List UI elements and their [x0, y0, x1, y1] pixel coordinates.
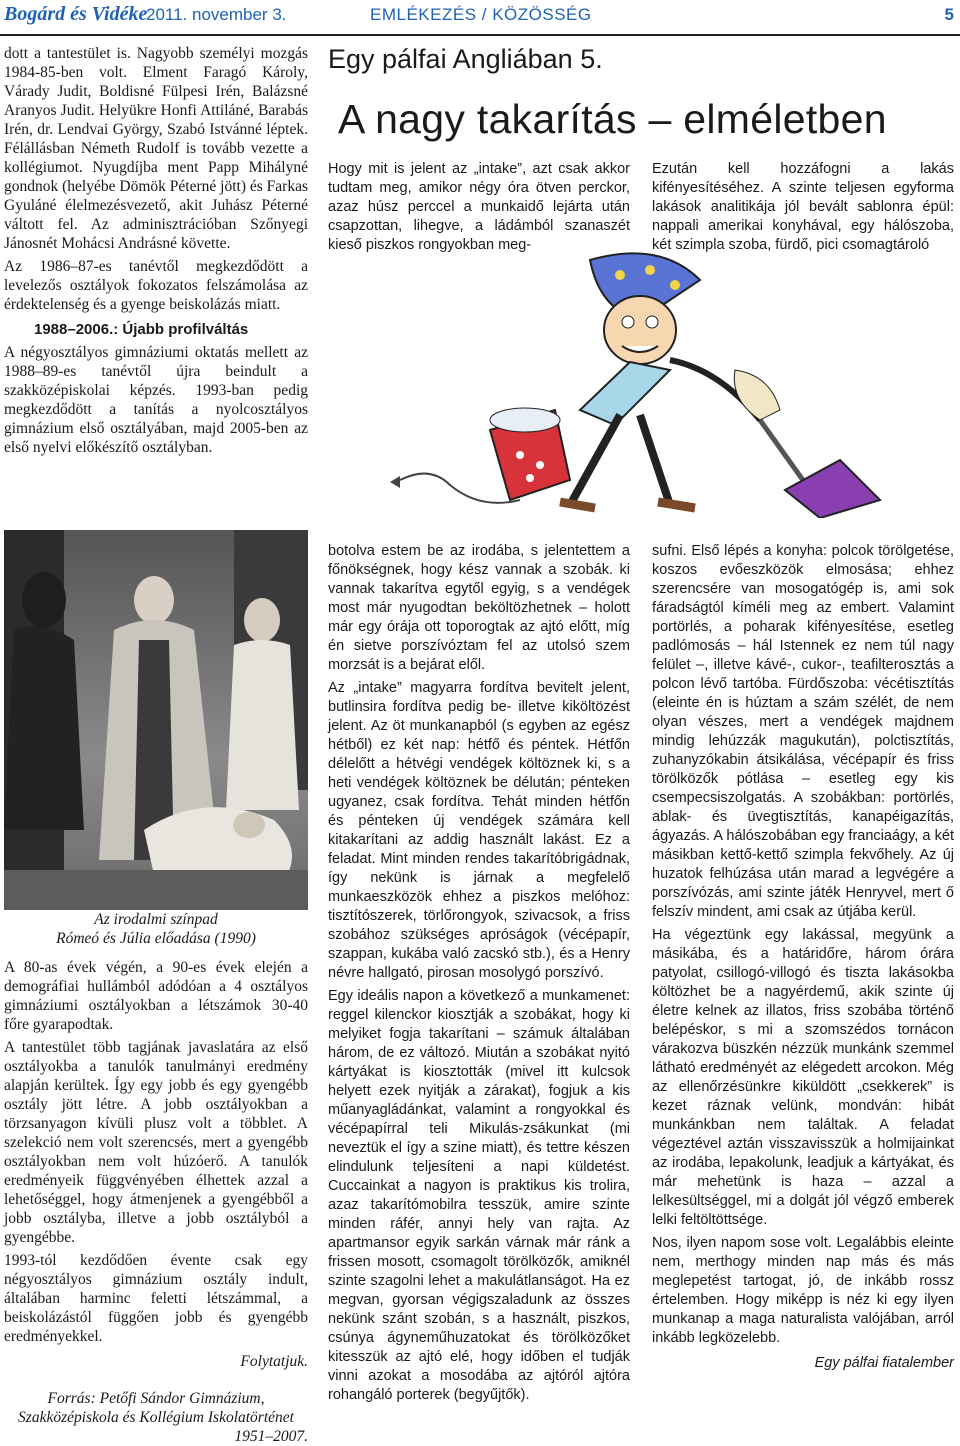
paragraph: botolva estem be az irodába, s jelentettem a főnökségnek, hogy kész vannak a szobák. ki vannak takarítva egytől egyig, s a vendégek most már nyugodtan beköltözhetnek – holott már egy órája ott toporogtak az ajtó előtt, míg én sietve porszívóztam fel az utolsó szem morzsát is a bejárat elől. [328, 543, 630, 673]
page-number: 5 [944, 5, 954, 24]
paragraph: 1993-tól kezdődően évente csak egy négyosztályos gimnázium osztály indult, általában harminc feletti létszámmal, a beiskolázástól függően jobb és gyengébb eredményekkel. [4, 1252, 308, 1345]
author-signoff: Egy pálfai fiatalember [814, 1355, 954, 1371]
issue-date: 2011. november 3. [146, 5, 287, 24]
article-column-3 [652, 542, 954, 1373]
paragraph: A 80-as évek végén, a 90-es évek elején a demográfiai hullámból adódóan a 4 osztályos gimnáziumi osztályokban a létszámok 30-40 főre gyarapodtak. [4, 959, 308, 1033]
article-intro-col2 [328, 160, 630, 259]
article-intro-col3 [652, 160, 954, 259]
paragraph: A tantestület több tagjának javaslatára az első osztályokba a tanulók tanulmányi eredmény alapján kerültek. Így egy jobb és egy gyengébb osztály jött létre. A jobb osztályokban a törzsanyagon kívüli plusz volt a többlet. A szelekció nem volt szerencsés, mert a gyengébb osztályokban nem volt húzóerő. A tanulók eredményeik függvényében élhettek azzal a lehetőséggel, hogy átmenjenek a gyengébből a jobb osztályba, illetve a jobb osztályból a gyengébbe. [4, 1039, 308, 1246]
caption-line: Az irodalmi színpad [94, 911, 218, 928]
paragraph: dott a tantestület is. Nagyobb személyi mozgás 1984-85-ben volt. Elment Faragó Károly, Várady Judit, Boldisné Fülpesi Irén, Balázsné Aranyos Judit. Helyükre Honfi Attiláné, Barabás Irén, dr. Lendvai György, Szabó Istvánné léptek. Félállásban Németh Rudolf is tovább vezette a kollégiumot. Nyugdíjba ment Papp Mihályné gondnok (helyébe Dömök Péterné jött) és Farkas Gyuláné élelmezésvezető, akit Juhász Péterné váltott fel. Az adminisztrációban Szőnyegi Jánosnét Mohácsi Andrásné követte. [4, 45, 308, 252]
theatre-photo [4, 530, 308, 910]
page-header [0, 0, 960, 36]
article-kicker: Egy pálfai Angliában 5. [328, 44, 603, 74]
to-be-continued: Folytatjuk. [240, 1353, 308, 1370]
paragraph: sufni. Első lépés a konyha: polcok törölgetése, koszos evőeszközök elmosása; ehhez szerencsére van mosogatógép is, ami sok fáradságtól kíméli meg az embert. Valamint portörlés, a poharak kifényesítése, esetleg padlómosás – hál Istennek ez nem túl nagy felület –, illetve kávé-, cukor-, teafilterosztás a polcon lévő tartóba. Fürdőszoba: vécétisztítás (eleinte én is húztam a szám szélét, de nem olyan vészes, mert a vendégek majdnem mindig lehúzzák magukután), polctisztítás, zuhanyzókabin átsikálása, vécépapír és friss törölközők pótlása – esetleg egy kis csempecsiszolgatás. A szobákban: portörlés, ablak- és üvegtisztítás, kanapéigazítás, ágyazás. A hálószobában egy franciaágy, a két másikban kettő-kettő szimpla fekvőhely. Az új huzatok felhúzása után marad a legvégére a porszívózás, ami szinte játék Henryvel, mert ő felszív mindent, ami csak az útjába kerül. [652, 543, 954, 920]
subheading: 1988–2006.: Újabb profilváltás [34, 321, 249, 338]
source-text: Forrás: Petőfi Sándor Gimnázium, Szakközépiskola és Kollégium Iskolatörténet [18, 1390, 294, 1426]
left-column-bottom [4, 958, 308, 1446]
cleaning-cartoon [340, 250, 952, 518]
source-years: 1951–2007. [234, 1428, 308, 1445]
paragraph: Egy ideális napon a következő a munkamenet: reggel kilenckor kiosztják a szobákat, hogy ki melyiket fogja takarítani – számuk általában három, de ez változó. Miután a szobákat nyitó kártyákat is kiosztották (mivel itt kulcsok helyett ezek nyitják a zárakat), fogjuk a kis műanyagládánkat, valamint a rongyokkal és vécépapírral teli Mikulás-zsákunkat (mi neveztük el így a szine miatt), és tettre készen elindulunk teljesíteni a napi küldetést. Cuccainkat a nagyon is praktikus kis trolira, azaz takarítómobilra tesszük, amire szinte minden ráfér, annyi hely van rajta. Az apartmansor egyik sarkán várnak már ránk a frissen mosott, csomagolt törölközők, amiknél szinte szagolni lehet a makulátlanságot. Ha ez megvan, gyorsan végigszaladunk az összes nekünk szánt szobán, s a használt, piszkos, csúnya ágyneműhuzatokat és törölközőket kitesszük az ajtó elé, hogy időben el tudják vinni azokat a mosodába az ajtóról ajtóra rohangáló porterek (begyűjtők). [328, 988, 630, 1403]
paragraph: Ezután kell hozzáfogni a lakás kifényesítéséhez. A szinte teljesen egyforma lakások analitikája jól bevált sablonra épül: nappali amerikai konyhával, egy hálószoba, két szimpla szoba, fürdő, pici csomagtároló [652, 161, 954, 253]
photo-caption [4, 910, 308, 948]
paragraph: Hogy mit is jelent az „intake”, azt csak akkor tudtam meg, amikor négy óra ötven perckor, azaz húsz perccel a munkaidő lejárta után csapzottan, lihegve, a ládámból szanaszét kieső piszkos rongyokban meg- [328, 161, 630, 253]
paragraph: Az 1986–87-es tanévtől megkezdődött a levelezős osztályok fokozatos felszámolása az érdektelenség és a gyenge beiskolázás miatt. [4, 258, 308, 313]
paragraph: Nos, ilyen napom sose volt. Legalábbis eleinte nem, merthogy minden nap más és más meglepetést tartogat, jó, de inkább rossz értelemben. Hogy miképp is néz ki egy ilyen munkanap a maga naturalista valójában, arról inkább legközelebb. [652, 1235, 954, 1346]
left-column-top [4, 44, 308, 461]
newspaper-name: Bogárd és Vidéke [4, 3, 148, 25]
caption-line: Rómeó és Júlia előadása (1990) [56, 930, 256, 947]
source-note [4, 1389, 308, 1446]
paragraph: Ha végeztünk egy lakással, megyünk a másikába, és a határidőre, három órára patyolat, csillogó-villogó és tiszta lakásokba költözhet be a nagyérdemű, akik szinte új életre kelnek az illatos, friss szobába történő belépéskor, s mi a szomszédos tornácon várakozva büszkén nézzük munkánk szemmel látható eredményét az elégedett arcokon. Még az ellenőrzésünkre kiküldött „csekkerek” is kezet ráznak velünk, mondván: hibát munkánkban nem találtak. A feladat végeztével aztán visszavisszük a holmijainkat az irodába, lepakolunk, leadjuk a kártyákat, és már mehetünk is haza – azzal a lelkesültséggel, mi a dolgát jól végző emberek lelki feltöltöttsége. [652, 927, 954, 1228]
article-headline: A nagy takarítás – elméletben [338, 96, 887, 142]
paragraph: A négyosztályos gimnáziumi oktatás mellett az 1988–89-es tanévtől újra beindult a szakközépiskolai képzés. 1993-ban pedig megkezdődött a tanítás a nyolcosztályos gimnázium első osztályában, majd 2005-ben az első nyelvi előkészítő osztályban. [4, 344, 308, 456]
section-title: EMLÉKEZÉS / KÖZÖSSÉG [370, 5, 592, 24]
paragraph: Az „intake” magyarra fordítva bevitelt jelent, butlinsira fordítva pedig be- illetve kiköltözést jelent. Az öt munkanapból (s egyben az egész hétből) ez két nap: hétfő és péntek. Hétfőn délelőtt a hétvégi vendégek költöznek ki, s a heti vendégek költöznek be délután; pénteken ugyanez, csak fordítva. Tehát minden hétfőn és pénteken új vendégek számára kell kitakarítani az addig használt lakást. Ez a feladat. Mint minden rendes takarítóbrigádnak, így nekünk is járnak a megfelelő munkaeszközök ehhez a piszkos melóhoz: tisztítószerek, törlőrongyok, szivacsok, a friss szobához szükséges apróságok (vécépapír, szappan, kukába való zacskó stb.), és a Henry névre hallgató, pirosan mosolygó porszívó. [328, 680, 630, 981]
article-column-2 [328, 542, 630, 1409]
